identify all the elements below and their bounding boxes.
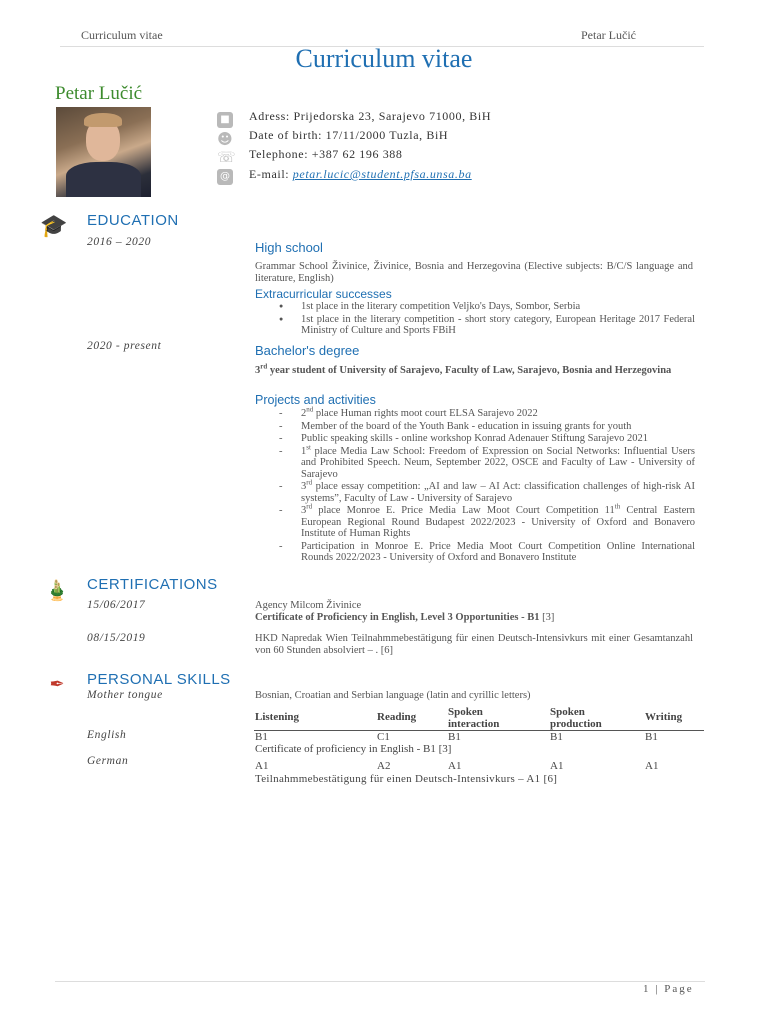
high-school-desc: Grammar School Živinice, Živinice, Bosnia and Herzegovina (Elective subjects: B/C/S language and literature, English) [255,261,693,284]
footer-divider [55,981,705,982]
english-listening: B1 [255,731,268,743]
email-link[interactable]: petar.lucic@student.pfsa.unsa.ba [292,167,472,181]
list-item: - 3rd place essay competition: „AI and law – AI Act: classification challenges of high-risk AI systems”, Faculty of Law - University of Sarajevo [255,481,695,504]
english-writing: B1 [645,731,658,743]
medal-icon: 🎍 [44,578,70,602]
page-title: Curriculum vitae [295,44,473,73]
list-item: - 2nd place Human rights moot court ELSA Sarajevo 2022 [255,408,695,420]
col-reading: Reading [377,711,417,723]
header-left: Curriculum vitae [81,28,163,42]
mother-tongue-value: Bosnian, Croatian and Serbian language (latin and cyrillic letters) [255,690,531,701]
english-certificate: Certificate of proficiency in English - B1 [3] [255,743,452,755]
list-item: - Member of the board of the Youth Bank - education in issuing grants for youth [255,421,695,433]
col-listening: Listening [255,711,300,723]
german-spoken-interaction: A1 [448,760,462,772]
german-listening: A1 [255,760,269,772]
education-date-2: 2020 - present [87,340,162,352]
projects-list [255,405,695,565]
list-item: ● 1st place in the literary competition - short story category, European Heritage 2017 Federal Ministry of Culture and Sports FBiH [255,314,695,337]
contact-email-row [249,167,472,182]
education-heading: EDUCATION [87,212,179,229]
cert-1-org: Agency Milcom Živinice [255,600,362,611]
graduation-cap-icon: 🎓 [40,214,68,239]
high-school-title: High school [255,240,323,255]
english-reading: C1 [377,731,390,743]
list-item: - Participation in Monroe E. Price Media Moot Court Competition Online International Rounds 2022/2023 - University of Oxford and Bonavero Institute [255,541,695,564]
list-item: ● 1st place in the literary competition Veljko's Days, Sombor, Serbia [255,301,695,313]
col-spoken-interaction: Spoken interaction [448,706,500,730]
list-item: - Public speaking skills - online workshop Konrad Adenauer Stiftung Sarajevo 2021 [255,433,695,445]
mother-tongue-label: Mother tongue [87,689,163,701]
list-item: - 3rd place Monroe E. Price Media Law Moot Court Competition 11th Central Eastern European Regional Round Budapest 2022/2023 - University of Oxford and Bonavero Institute of Human Rights [255,505,695,540]
email-label: E-mail: [249,167,293,181]
certifications-heading: CERTIFICATIONS [87,576,218,593]
english-spoken-production: B1 [550,731,563,743]
german-spoken-production: A1 [550,760,564,772]
skills-heading: PERSONAL SKILLS [87,671,231,688]
person-icon: ☻ [217,130,233,148]
cert-date-1: 15/06/2017 [87,599,146,611]
cert-date-2: 08/15/2019 [87,632,146,644]
english-label: English [87,729,127,741]
extracurricular-title: Extracurricular successes [255,287,392,301]
contact-dob: Date of birth: 17/11/2000 Tuzla, BiH [249,128,449,142]
list-item: - 1st place Media Law School: Freedom of Expression on Social Networks: Influential Users and Prohibited Speech. Neum, September 2022, OSCE and Faculty of Law - University of Sarajevo [255,446,695,481]
contact-address: Adress: Prijedorska 23, Sarajevo 71000, BiH [249,109,492,123]
table-divider [254,730,704,731]
extracurricular-list [255,301,695,338]
header-right: Petar Lučić [581,28,636,42]
page-number: 1 | Page [643,983,694,995]
german-reading: A2 [377,760,391,772]
at-sign-icon: @ [217,169,233,185]
cert-1-name: Certificate of Proficiency in English, Level 3 Opportunities - B1 [3] [255,612,555,623]
profile-photo [56,107,151,197]
pen-nib-icon: ✒ [49,674,65,695]
phone-icon: ☏ [217,148,236,166]
projects-title: Projects and activities [255,393,376,407]
col-spoken-production: Spoken production [550,706,602,730]
person-name: Petar Lučić [55,83,143,104]
german-writing: A1 [645,760,659,772]
german-certificate: Teilnahmmebestätigung für einen Deutsch-Intensivkurs – A1 [6] [255,773,558,785]
german-label: German [87,755,129,767]
education-date-1: 2016 – 2020 [87,236,152,248]
cert-2: HKD Napredak Wien Teilnahmmebestätigung für einen Deutsch-Intensivkurs mit einer Gesamtanzahl von 60 Stunden absolviert – . [6] [255,633,693,656]
address-card-icon: ■ [217,112,233,128]
bachelor-title: Bachelor's degree [255,343,360,358]
col-writing: Writing [645,711,683,723]
english-spoken-interaction: B1 [448,731,461,743]
contact-phone: Telephone: +387 62 196 388 [249,147,403,161]
bachelor-desc: 3rd year student of University of Sarajevo, Faculty of Law, Sarajevo, Bosnia and Herzegovina [255,362,672,376]
